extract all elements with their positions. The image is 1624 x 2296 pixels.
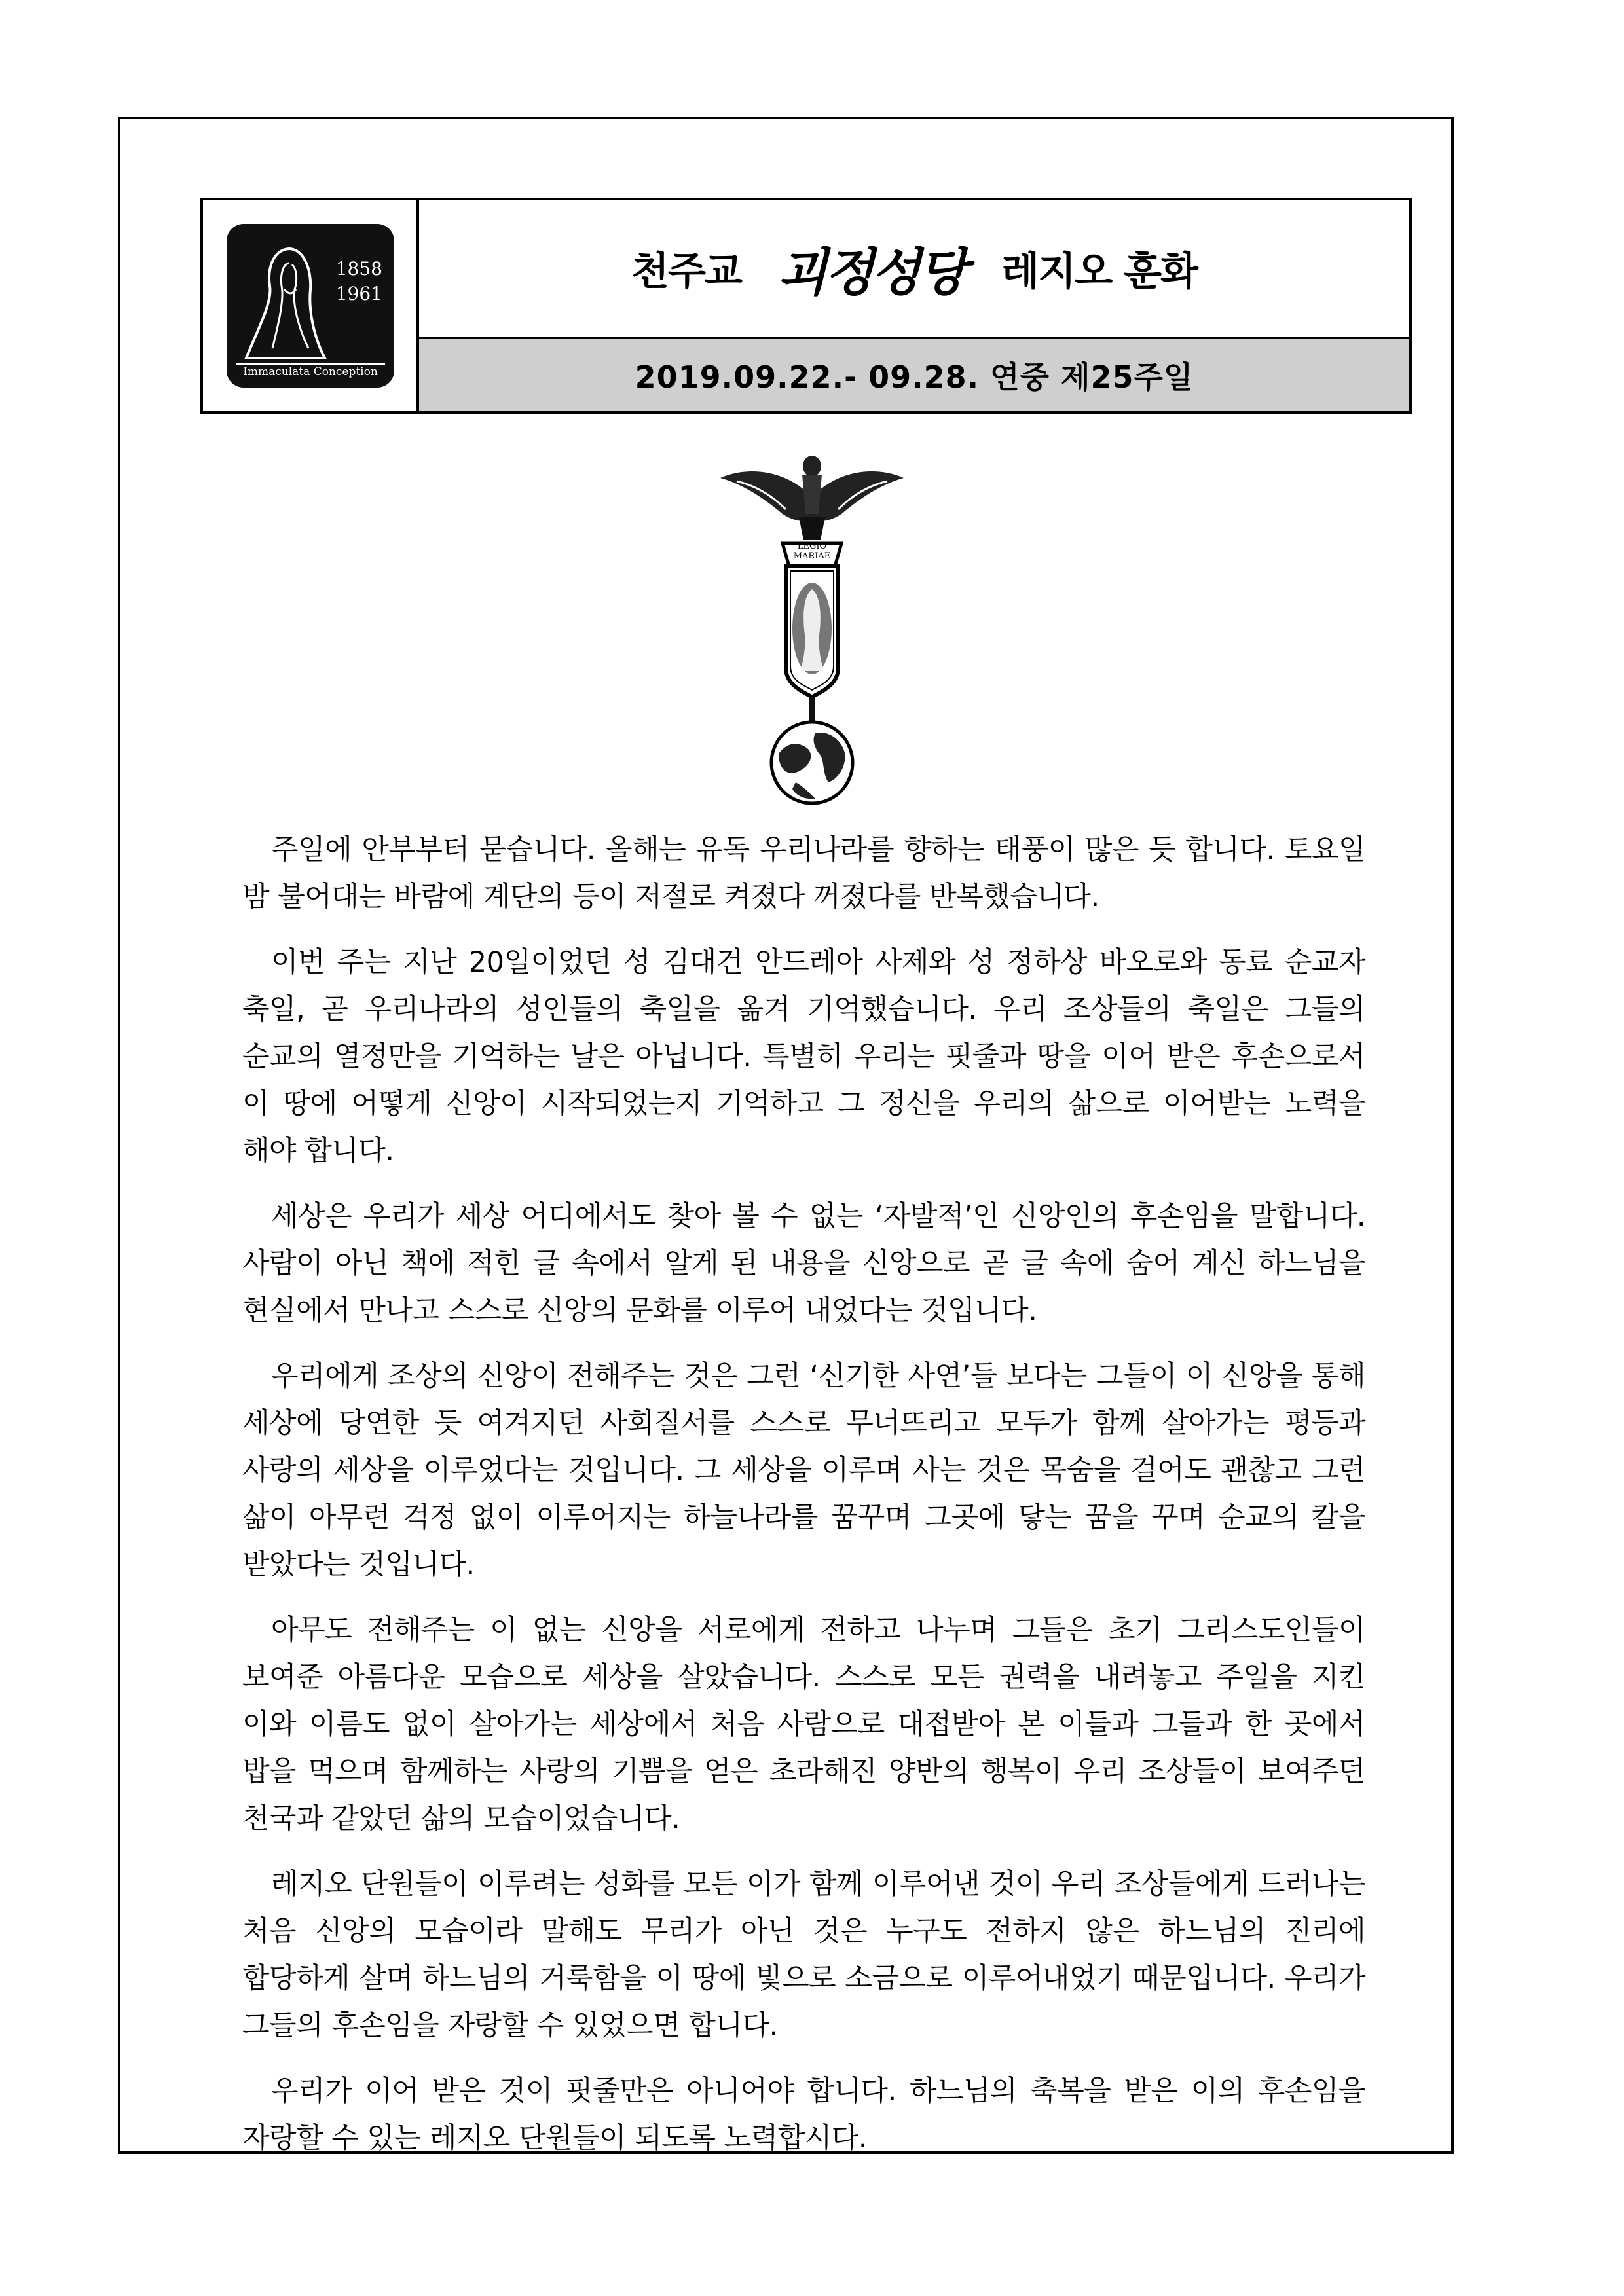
sermon-body xyxy=(242,826,1365,2180)
paragraph: 주일에 안부부터 묻습니다. 올해는 유독 우리나라를 향하는 태풍이 많은 듯 합니다. 토요일 밤 불어대는 바람에 계단의 등이 저절로 켜졌다 꺼졌다를 반복했습니다. xyxy=(242,833,1365,913)
vexillum-icon xyxy=(717,452,907,805)
logo-year-end: 1961 xyxy=(335,283,382,304)
paragraph: 아무도 전해주는 이 없는 신앙을 서로에게 전하고 나누며 그들은 초기 그리스도인들이 보여준 아름다운 모습으로 세상을 살았습니다. 스스로 모든 권력을 내려놓고 주일을 지킨 이와 이름도 없이 살아가는 세상에서 처음 사람으로 대접받아 본 이들과 그들과 한 곳에서 밥을 먹으며 함께하는 사랑의 기쁨을 얻은 초라해진 양반의 행복이 우리 조상들이 보여주던 천국과 같았던 삶의 모습이었습니다. xyxy=(242,1614,1365,1835)
parish-logo xyxy=(227,224,394,388)
emblem-label-legio: LEGIO xyxy=(797,541,827,551)
paragraph: 우리에게 조상의 신앙이 전해주는 것은 그런 ‘신기한 사연’들 보다는 그들이 이 신앙을 통해 세상에 당연한 듯 여겨지던 사회질서를 스스로 무너뜨리고 모두가 함께 살아가는 평등과 사랑의 세상을 이루었다는 것입니다. 그 세상을 이루며 사는 것은 목숨을 걸어도 괜찮고 그런 삶이 아무런 걱정 없이 이루어지는 하늘나라를 꿈꾸며 그곳에 닿는 꿈을 꾸며 순교의 칼을 받았다는 것입니다. xyxy=(242,1360,1365,1581)
title-row xyxy=(419,200,1409,339)
madonna-silhouette-icon xyxy=(227,224,394,388)
legio-mariae-emblem xyxy=(717,452,907,805)
emblem-label-mariae: MARIAE xyxy=(793,551,831,561)
title-parish-name: 괴정성당 xyxy=(777,243,965,302)
date-line: 2019.09.22.- 09.28. 연중 제25주일 xyxy=(635,359,1194,395)
paragraph: 세상은 우리가 세상 어디에서도 찾아 볼 수 없는 ‘자발적’인 신앙인의 후손임을 말합니다. 사람이 아닌 책에 적힌 글 속에서 알게 된 내용을 신앙으로 곧 글 속에 숨어 계신 하느님을 현실에서 만나고 스스로 신앙의 문화를 이루어 내었다는 것입니다. xyxy=(242,1200,1365,1327)
logo-year-start: 1858 xyxy=(335,258,382,280)
date-row xyxy=(419,339,1409,411)
paragraph: 레지오 단원들이 이루려는 성화를 모든 이가 함께 이루어낸 것이 우리 조상들에게 드러나는 처음 신앙의 모습이라 말해도 무리가 아닌 것은 누구도 전하지 않은 하느님의 진리에 합당하게 살며 하느님의 거룩함을 이 땅에 빛으로 소금으로 이루어내었기 때문입니다. 우리가 그들의 후손임을 자랑할 수 있었으면 합니다. xyxy=(242,1868,1365,2042)
title-prefix: 천주교 xyxy=(631,249,741,295)
paragraph: 이번 주는 지난 20일이었던 성 김대건 안드레아 사제와 성 정하상 바오로와 동료 순교자 축일, 곧 우리나라의 성인들의 축일을 옮겨 기억했습니다. 우리 조상들의 축일은 그들의 순교의 열정만을 기억하는 날은 아닙니다. 특별히 우리는 핏줄과 땅을 이어 받은 후손으로서 이 땅에 어떻게 신앙이 시작되었는지 기억하고 그 정신을 우리의 삶으로 이어받는 노력을 해야 합니다. xyxy=(242,946,1365,1167)
header-box xyxy=(200,198,1412,414)
title-suffix: 레지오 훈화 xyxy=(1001,249,1197,295)
logo-cell xyxy=(203,200,419,411)
logo-caption: Immaculata Conception xyxy=(243,365,378,378)
paragraph: 우리가 이어 받은 것이 핏줄만은 아니어야 합니다. 하느님의 축복을 받은 이의 후손임을 자랑할 수 있는 레지오 단원들이 되도록 노력합시다. xyxy=(242,2075,1365,2155)
